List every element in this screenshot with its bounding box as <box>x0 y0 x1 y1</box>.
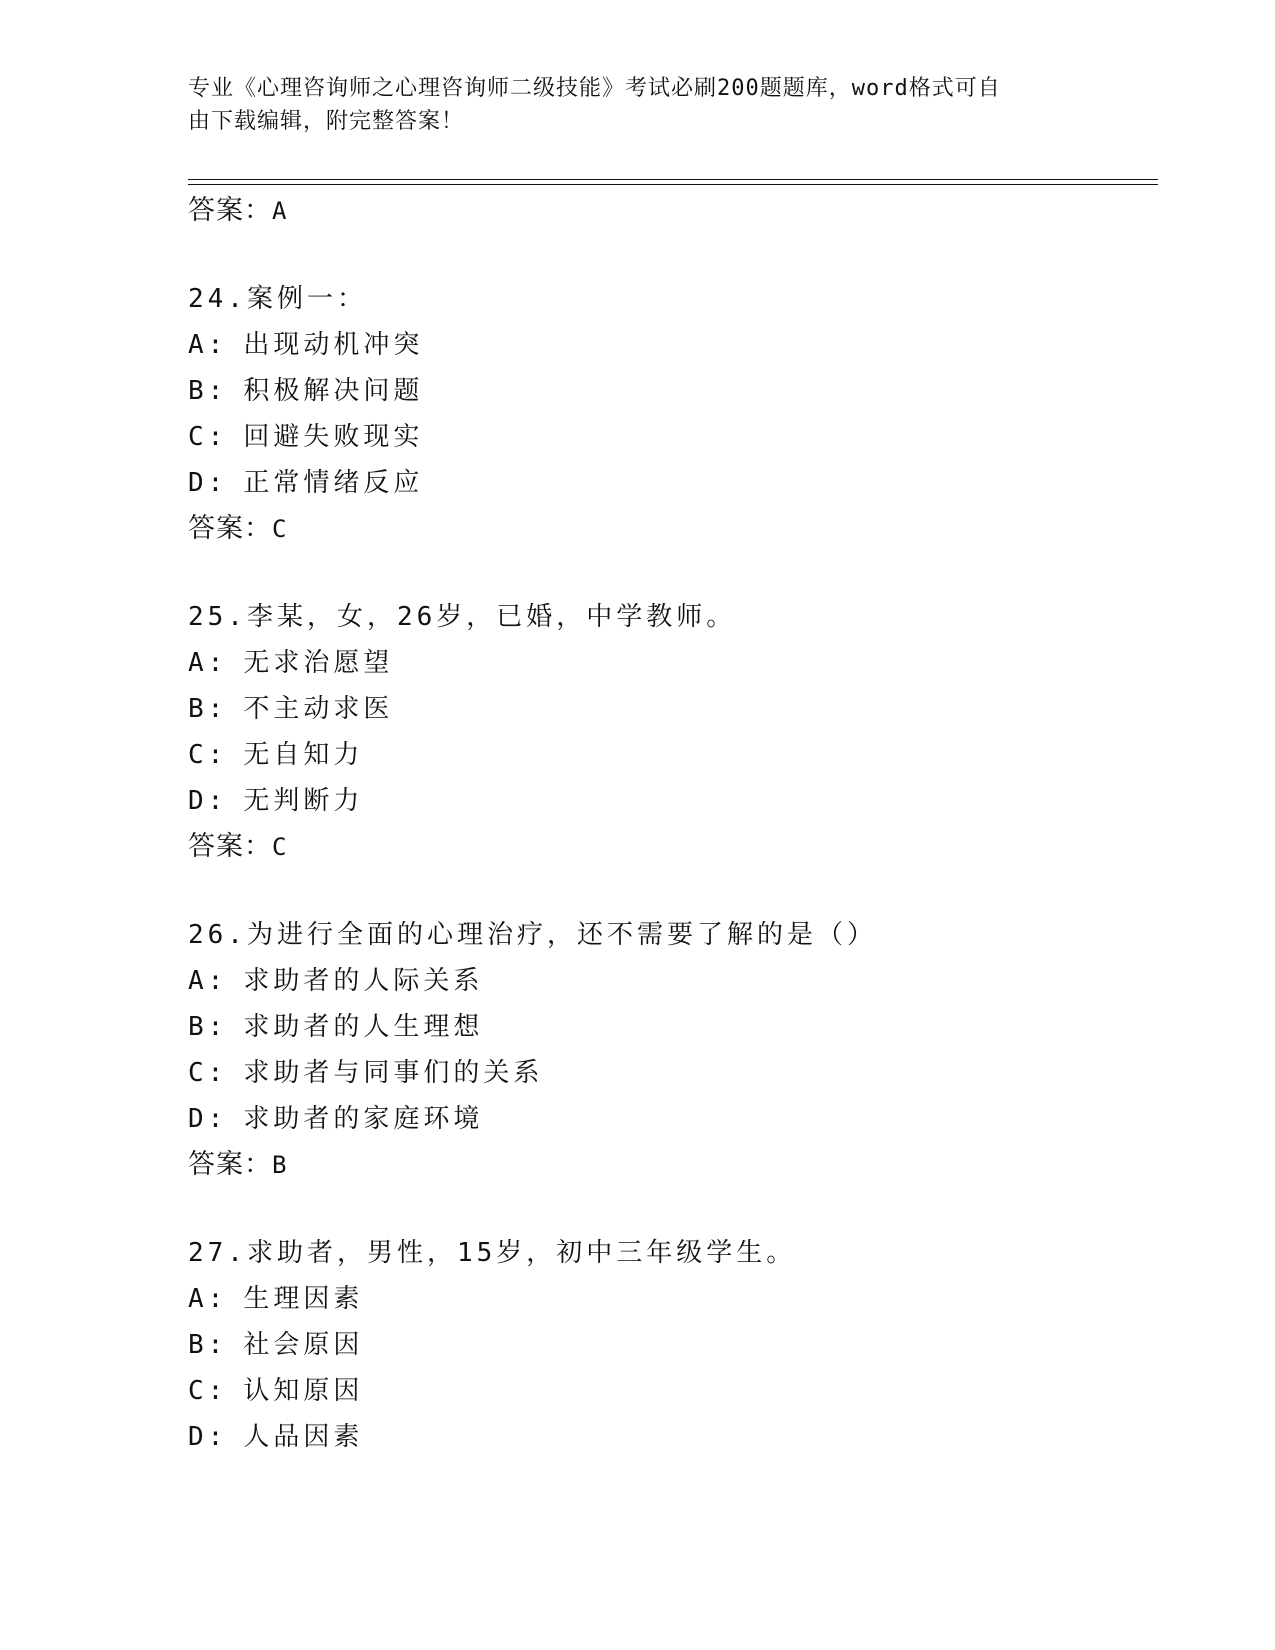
option-key: A: <box>188 1284 228 1314</box>
option-text: 无自知力 <box>243 740 364 770</box>
option-text: 社会原因 <box>243 1330 364 1360</box>
answer-line <box>188 1142 1148 1188</box>
option-text: 求助者的人际关系 <box>243 966 484 996</box>
question-block <box>188 912 1148 1188</box>
option-text: 正常情绪反应 <box>243 468 424 498</box>
option-d <box>188 1414 1148 1460</box>
option-text: 出现动机冲突 <box>243 330 424 360</box>
option-key: B: <box>188 376 228 406</box>
question-block <box>188 276 1148 552</box>
question-stem: 24.案例一： <box>188 284 367 314</box>
option-key: A: <box>188 648 228 678</box>
option-b <box>188 1004 1148 1050</box>
question-block <box>188 1230 1148 1460</box>
option-text: 求助者的人生理想 <box>243 1012 484 1042</box>
question-stem: 27.求助者，男性，15岁，初中三年级学生。 <box>188 1238 797 1268</box>
header-divider-bottom <box>188 184 1158 185</box>
option-key: D: <box>188 786 228 816</box>
option-key: D: <box>188 468 228 498</box>
option-text: 无判断力 <box>243 786 364 816</box>
option-c <box>188 414 1148 460</box>
document-header <box>188 72 1068 138</box>
option-a <box>188 322 1148 368</box>
header-line-2: 由下载编辑，附完整答案！ <box>188 109 465 134</box>
option-key: A: <box>188 330 228 360</box>
option-key: C: <box>188 422 228 452</box>
option-a <box>188 958 1148 1004</box>
option-c <box>188 732 1148 778</box>
header-line-1: 专业《心理咨询师之心理咨询师二级技能》考试必刷200题题库，word格式可自 <box>188 76 1001 101</box>
option-key: A: <box>188 966 228 996</box>
option-d <box>188 1096 1148 1142</box>
answer-label: 答案： <box>188 513 272 544</box>
option-a <box>188 640 1148 686</box>
answer-label: 答案： <box>188 195 272 226</box>
option-text: 不主动求医 <box>243 694 394 724</box>
option-text: 人品因素 <box>243 1422 364 1452</box>
option-key: C: <box>188 1058 228 1088</box>
option-text: 认知原因 <box>243 1376 364 1406</box>
option-d <box>188 778 1148 824</box>
answer-line <box>188 506 1148 552</box>
answer-label: 答案： <box>188 1149 272 1180</box>
option-text: 求助者的家庭环境 <box>243 1104 484 1134</box>
option-c <box>188 1368 1148 1414</box>
option-text: 生理因素 <box>243 1284 364 1314</box>
option-text: 积极解决问题 <box>243 376 424 406</box>
option-d <box>188 460 1148 506</box>
answer-value: A <box>272 197 288 225</box>
answer-line <box>188 824 1148 870</box>
header-divider-top <box>188 179 1158 180</box>
option-c <box>188 1050 1148 1096</box>
question-block <box>188 594 1148 870</box>
answer-value: C <box>272 515 288 543</box>
option-key: C: <box>188 740 228 770</box>
option-key: B: <box>188 1330 228 1360</box>
option-b <box>188 1322 1148 1368</box>
option-text: 求助者与同事们的关系 <box>243 1058 544 1088</box>
option-text: 无求治愿望 <box>243 648 394 678</box>
answer-value: B <box>272 1151 288 1179</box>
option-key: B: <box>188 1012 228 1042</box>
question-stem: 25.李某，女，26岁，已婚，中学教师。 <box>188 602 737 632</box>
option-key: D: <box>188 1422 228 1452</box>
answer-label: 答案： <box>188 831 272 862</box>
option-a <box>188 1276 1148 1322</box>
question-list <box>188 188 1148 1460</box>
option-b <box>188 368 1148 414</box>
answer-line <box>188 188 1148 234</box>
option-key: C: <box>188 1376 228 1406</box>
question-stem: 26.为进行全面的心理治疗，还不需要了解的是（） <box>188 920 877 950</box>
option-key: D: <box>188 1104 228 1134</box>
option-b <box>188 686 1148 732</box>
option-key: B: <box>188 694 228 724</box>
option-text: 回避失败现实 <box>243 422 424 452</box>
answer-value: C <box>272 833 288 861</box>
